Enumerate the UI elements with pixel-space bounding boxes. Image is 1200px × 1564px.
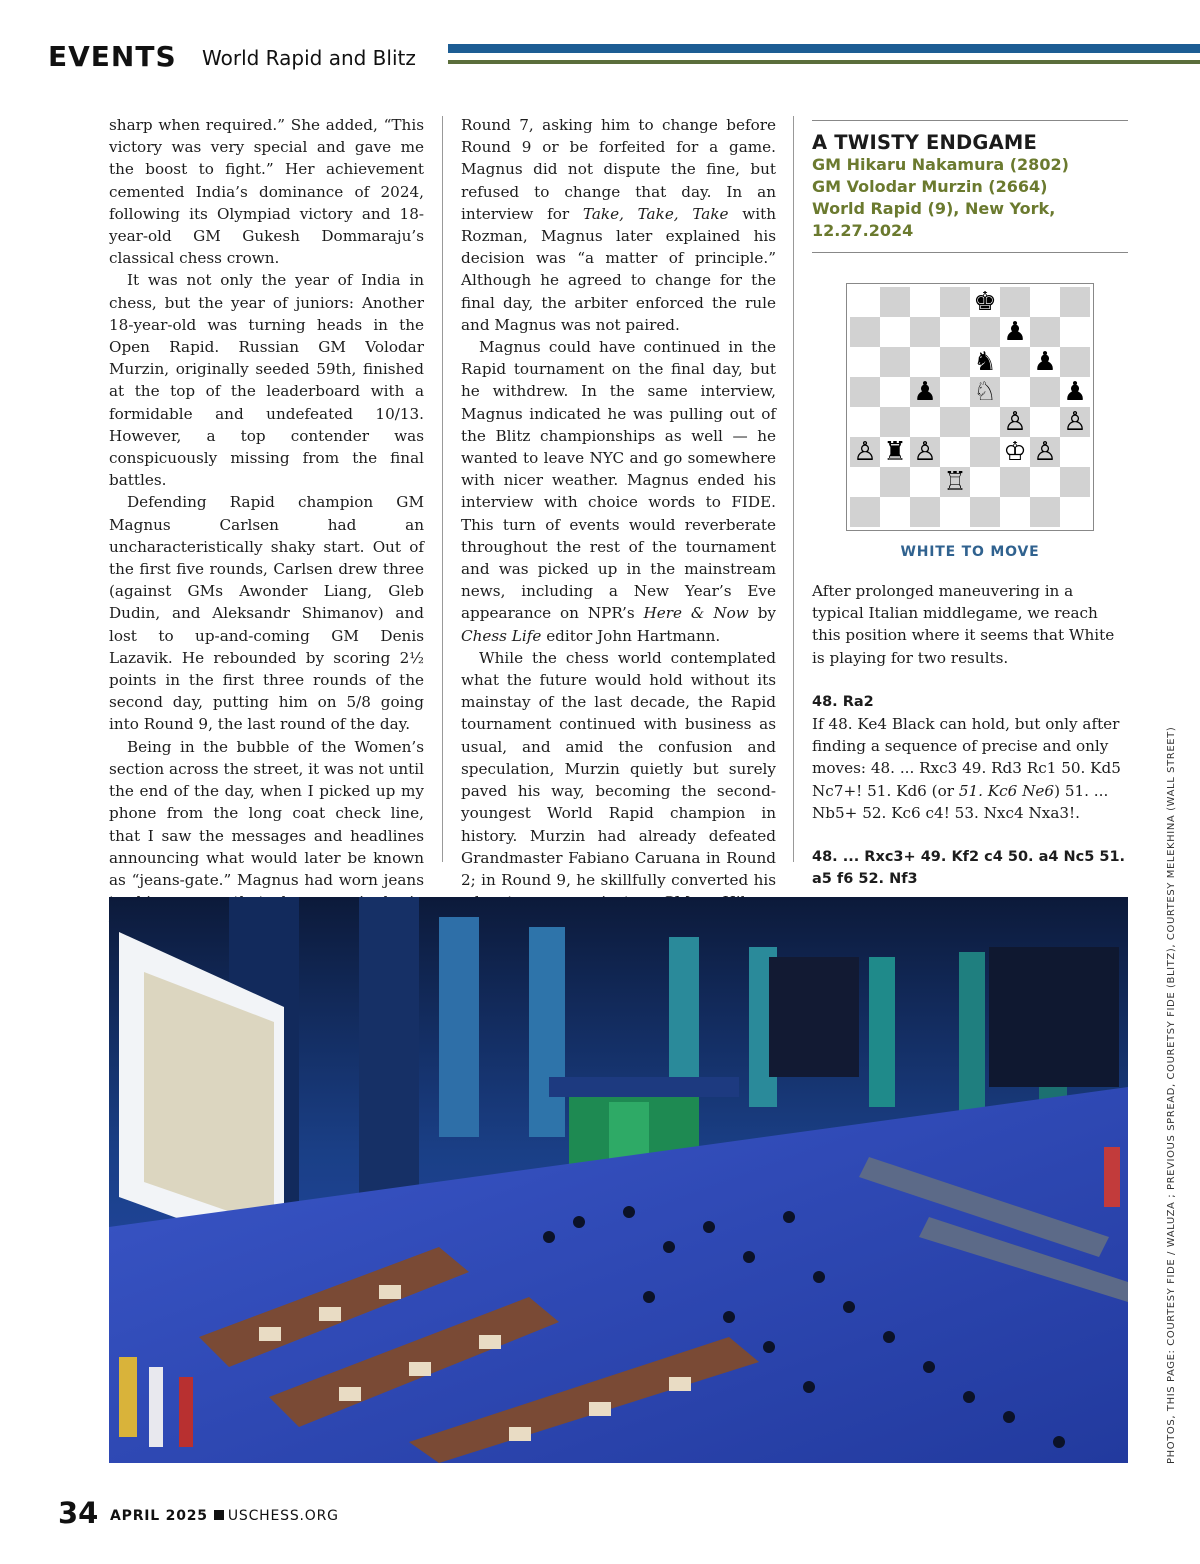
board-square	[970, 287, 1000, 317]
paragraph: Being in the bubble of the Women’s section across the street, it was not until the end of the day, when I picked up my phone from the long coat check line, that I saw the messages and headlines announcing what would later be known as “jeans-gate.” Magnus had worn jeans	[109, 737, 424, 889]
italic-title: Chess Life	[461, 626, 542, 645]
black-pawn-icon: ♟	[1033, 347, 1057, 377]
italic-title: Take, Take, Take	[582, 204, 729, 223]
board-square	[850, 407, 880, 437]
footer-issue	[110, 1508, 339, 1524]
board-square	[940, 407, 970, 437]
analysis-text: If 48. Ke4 Black can hold, but only after finding a sequence of precise and only moves: 48. ... Rxc3 49. Rd3 Rc1 50. Kd5 Nc7+! 51. Kd6 (or	[812, 715, 1121, 800]
board-square	[1030, 317, 1060, 347]
board-square	[1030, 407, 1060, 437]
page-number: 34	[58, 1496, 99, 1530]
black-player: GM Volodar Murzin (2664)	[812, 177, 1048, 196]
tournament-hall-photo	[109, 897, 1128, 1463]
board-square	[850, 347, 880, 377]
white-pawn-icon: ♙	[1033, 437, 1057, 467]
board-square	[1060, 317, 1090, 347]
white-pawn-icon: ♙	[1063, 407, 1087, 437]
white-pawn-icon: ♙	[913, 437, 937, 467]
board-square	[1030, 377, 1060, 407]
paragraph	[461, 114, 776, 336]
white-knight-icon: ♘	[973, 377, 997, 407]
paragraph-text: Round 7, asking him to change before Round 9 or be forfeited for a game. Magnus did not dispute the fine, but refused to change that day. In an interview for	[461, 116, 776, 223]
board-square	[1030, 347, 1060, 377]
page-footer	[58, 1496, 339, 1530]
column-divider	[442, 116, 443, 862]
board-square	[880, 317, 910, 347]
board-square	[1000, 287, 1030, 317]
board-square	[910, 317, 940, 347]
board-square	[910, 347, 940, 377]
paragraph-text: Magnus could have continued in the Rapid tournament on the final day, but he withdrew. In the same interview, Magnus indicated he was pulling out of the Blitz championships as well — he wanted to leave NYC and go somewhere with nicer weather. Magnus ended his interview with choice words to FIDE. This turn of events would reverberate throughout the rest of the tournament and was picked up in the mainstream news, including a New Year’s Eve appearance on NPR’s	[461, 338, 776, 623]
board-square	[1000, 437, 1030, 467]
board-square	[940, 497, 970, 527]
board-square	[1060, 497, 1090, 527]
sidebar-title: A TWISTY ENDGAME	[812, 131, 1038, 154]
white-player: GM Hikaru Nakamura (2802)	[812, 155, 1069, 174]
board-square	[910, 497, 940, 527]
paragraph-text: with Rozman, Magnus later explained his decision was “a matter of principle.” Although he agreed to change for the final day, the arbiter enforced the rule and Magnus was not paired.	[461, 204, 777, 334]
board-square	[1030, 437, 1060, 467]
board-square	[850, 287, 880, 317]
paragraph: While the chess world contemplated what the future would hold without its mainstay of the last decade, the Rapid tournament continued with business as usual, and amid the confusion and speculation, Murzin quietly but surely paved his way, becoming the second-youngest World Rapid champion in history. Murzin had already defeated Grandmaster Fabiano Caruana in Round 2; in Round 9, he skillfully converted his	[461, 648, 776, 889]
board-square	[850, 377, 880, 407]
italic-title: Here & Now	[643, 604, 749, 623]
site-name: USCHESS.ORG	[227, 1508, 339, 1524]
annotation-intro: After prolonged maneuvering in a typical Italian middlegame, we reach this position where it seems that White is playing for two results.	[812, 582, 1115, 667]
board-square	[940, 317, 970, 347]
board-square	[1000, 377, 1030, 407]
board-square	[910, 467, 940, 497]
issue-date: APRIL 2025	[110, 1508, 208, 1524]
move-line: 48. Ra2	[812, 693, 874, 710]
board-square	[880, 437, 910, 467]
black-king-icon: ♚	[973, 287, 997, 317]
board-square	[880, 497, 910, 527]
game-event: World Rapid (9), New York, 12.27.2024	[812, 199, 1056, 240]
board-square	[850, 317, 880, 347]
board-square	[880, 377, 910, 407]
paragraph-text: editor John Hartmann.	[546, 626, 721, 645]
board-square	[970, 467, 1000, 497]
black-rook-icon: ♜	[883, 437, 907, 467]
chess-diagram	[846, 283, 1094, 531]
board-square	[850, 497, 880, 527]
board-square	[1060, 467, 1090, 497]
board-square	[910, 437, 940, 467]
board-square	[1000, 467, 1030, 497]
analysis-text: ) 51. ... Nb5+ 52. Kc6 c4! 53. Nxc4 Nxa3!.	[812, 781, 1109, 822]
black-pawn-icon: ♟	[1063, 377, 1087, 407]
white-king-icon: ♔	[1003, 437, 1027, 467]
board-square	[1030, 467, 1060, 497]
board-square	[940, 437, 970, 467]
board-square	[880, 407, 910, 437]
board-square	[880, 347, 910, 377]
black-pawn-icon: ♟	[1003, 317, 1027, 347]
sidebar-bottom-rule	[812, 252, 1128, 253]
board-square	[1000, 317, 1030, 347]
board-square	[970, 347, 1000, 377]
board-square	[970, 497, 1000, 527]
board-square	[1060, 287, 1090, 317]
board-square	[1000, 407, 1030, 437]
move-line: 48. ... Rxc3+ 49. Kf2 c4 50. a4 Nc5 51. a5 f6 52. Nf3	[812, 849, 1126, 888]
header-rule-blue	[448, 44, 1200, 53]
board-square	[1060, 347, 1090, 377]
chess-board	[850, 287, 1090, 527]
square-bullet-icon	[214, 1510, 224, 1520]
board-square	[910, 407, 940, 437]
article-column-1	[109, 114, 424, 1002]
paragraph: Defending Rapid champion GM Magnus Carlsen had an uncharacteristically shaky start. Out of the first five rounds, Carlsen drew three (against GMs Awonder Liang, Gleb Dudin, and Aleksandr Shimanov) and lost to up-and-coming GM Denis Lazavik. He rebounded by scoring 2½ points in the first three rounds of the second day, putting him on 5/8 going into Round 9, the last round of the day.	[109, 493, 424, 734]
board-square	[1030, 287, 1060, 317]
paragraph: It was not only the year of India in chess, but the year of juniors: Another 18-year-old was turning heads in the Open Rapid. Russian GM Volodar Murzin, originally seeded 59th, finished at the top of the leaderboard with a formidable and undefeated 10/13. However, a top contender was conspicuously missing from the final battles.	[109, 271, 424, 490]
section-subtitle: World Rapid and Blitz	[202, 46, 416, 70]
section-label: EVENTS	[48, 40, 177, 73]
paragraph: sharp when required.” She added, “This victory was very special and gave me the boost to fight.” Her achievement cemented India’s dominance of 2024, following its Olympiad victory and 18-year-old GM Gukesh Dommaraju’s classical chess crown.	[109, 116, 424, 268]
diagram-caption: WHITE TO MOVE	[900, 544, 1040, 560]
board-square	[970, 407, 1000, 437]
board-square	[970, 317, 1000, 347]
board-square	[970, 377, 1000, 407]
board-square	[910, 287, 940, 317]
white-pawn-icon: ♙	[1003, 407, 1027, 437]
board-square	[1060, 437, 1090, 467]
black-pawn-icon: ♟	[913, 377, 937, 407]
board-square	[880, 287, 910, 317]
game-annotation	[812, 580, 1128, 890]
tournament-hall-image	[109, 897, 1128, 1463]
board-square	[940, 377, 970, 407]
board-square	[850, 437, 880, 467]
board-square	[940, 467, 970, 497]
board-square	[970, 437, 1000, 467]
article-column-2	[461, 114, 776, 936]
white-pawn-icon: ♙	[853, 437, 877, 467]
board-square	[940, 347, 970, 377]
board-square	[1060, 377, 1090, 407]
board-square	[1000, 497, 1030, 527]
white-rook-icon: ♖	[943, 467, 967, 497]
game-sidebar	[812, 120, 1128, 890]
board-square	[910, 377, 940, 407]
board-square	[1000, 347, 1030, 377]
board-square	[880, 467, 910, 497]
board-square	[940, 287, 970, 317]
column-divider	[793, 116, 794, 862]
board-square	[850, 467, 880, 497]
analysis-variation: 51. Kc6 Ne6	[958, 781, 1055, 800]
photo-credit: PHOTOS, THIS PAGE: COURTESY FIDE / WALUZA ; PREVIOUS SPREAD, COURETSY FIDE (BLITZ), COURTESY MELEKHINA (WALL STREET)	[1166, 726, 1177, 1464]
black-knight-icon: ♞	[973, 347, 997, 377]
board-square	[1060, 407, 1090, 437]
board-square	[1030, 497, 1060, 527]
header-rule-green	[448, 60, 1200, 64]
annotation-analysis	[812, 713, 1128, 824]
paragraph	[461, 336, 776, 647]
paragraph-text: by	[757, 604, 777, 623]
sidebar-top-rule	[812, 120, 1128, 121]
